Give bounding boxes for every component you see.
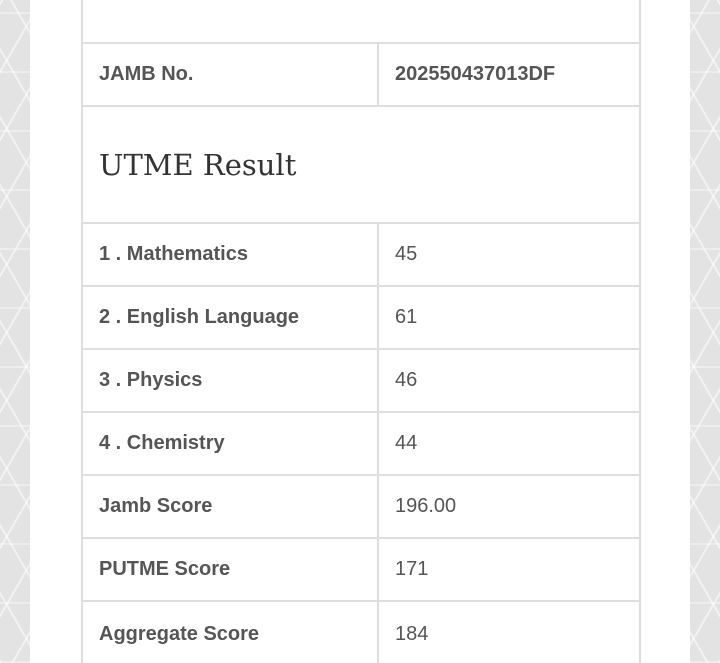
subject-label: 3 . Physics bbox=[82, 349, 378, 412]
result-table bbox=[81, 0, 641, 663]
subject-label: 2 . English Language bbox=[82, 286, 378, 349]
table-row bbox=[82, 0, 640, 43]
table-row bbox=[82, 412, 640, 475]
jamb-number-row bbox=[82, 43, 640, 106]
subject-score: 45 bbox=[378, 223, 640, 286]
jamb-score-label: Jamb Score bbox=[82, 475, 378, 538]
jamb-number-value: 202550437013DF bbox=[378, 43, 640, 106]
jamb-score-value: 196.00 bbox=[378, 475, 640, 538]
putme-score-value: 171 bbox=[378, 538, 640, 601]
putme-score-label: PUTME Score bbox=[82, 538, 378, 601]
putme-score-row bbox=[82, 538, 640, 601]
table-row bbox=[82, 223, 640, 286]
section-title: UTME Result bbox=[99, 147, 297, 182]
jamb-number-label: JAMB No. bbox=[82, 43, 378, 106]
subject-score: 44 bbox=[378, 412, 640, 475]
subject-label: 4 . Chemistry bbox=[82, 412, 378, 475]
section-heading-cell bbox=[82, 106, 640, 223]
subject-score: 61 bbox=[378, 286, 640, 349]
aggregate-score-label: Aggregate Score bbox=[82, 601, 378, 663]
aggregate-score-value: 184 bbox=[378, 601, 640, 663]
subject-label: 1 . Mathematics bbox=[82, 223, 378, 286]
subject-score: 46 bbox=[378, 349, 640, 412]
section-heading-row bbox=[82, 106, 640, 223]
table-row bbox=[82, 349, 640, 412]
aggregate-score-row bbox=[82, 601, 640, 663]
empty-cell bbox=[82, 0, 640, 43]
table-row bbox=[82, 286, 640, 349]
jamb-score-row bbox=[82, 475, 640, 538]
